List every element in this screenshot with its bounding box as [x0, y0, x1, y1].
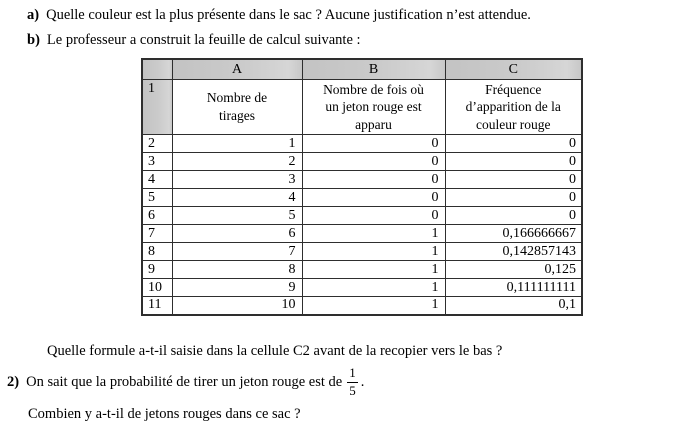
question-2-period: .: [360, 373, 365, 390]
cell-a: 9: [172, 279, 302, 297]
cell-c: 0: [445, 171, 582, 189]
cell-c: 0: [445, 153, 582, 171]
row-number: 4: [142, 171, 172, 189]
table-row-labels: [142, 80, 582, 135]
cell-b1-line2: un jeton rouge est: [325, 99, 422, 115]
question-a: [27, 7, 531, 24]
row-number: 3: [142, 153, 172, 171]
cell-b: 0: [302, 153, 445, 171]
table-row: [142, 297, 582, 315]
cell-b: 0: [302, 189, 445, 207]
column-header-b: B: [302, 59, 445, 80]
question-2-followup: Combien y a-t-il de jetons rouges dans ce sac ?: [28, 406, 301, 422]
table-row: [142, 225, 582, 243]
cell-b1-label: [302, 80, 445, 135]
row-number: 7: [142, 225, 172, 243]
table-row: [142, 171, 582, 189]
fraction-one-fifth: [347, 366, 358, 399]
cell-c: 0,166666667: [445, 225, 582, 243]
cell-c: 0,111111111: [445, 279, 582, 297]
cell-a: 1: [172, 135, 302, 153]
table-row: [142, 189, 582, 207]
question-a-text: Quelle couleur est la plus présente dans le sac ? Aucune justification n’est attendue.: [46, 7, 531, 23]
cell-c1-label: [445, 80, 582, 135]
cell-c: 0: [445, 207, 582, 225]
cell-a: 3: [172, 171, 302, 189]
cell-a1-line1: Nombre de: [206, 90, 268, 106]
question-a-label: a): [27, 7, 40, 23]
column-header-c: C: [445, 59, 582, 80]
cell-c: 0: [445, 135, 582, 153]
row-number: 9: [142, 261, 172, 279]
cell-a1-label: [172, 80, 302, 135]
cell-b: 1: [302, 243, 445, 261]
cell-b: 1: [302, 279, 445, 297]
cell-b1-line3: apparu: [355, 116, 392, 132]
cell-c: 0,125: [445, 261, 582, 279]
row-number: 11: [142, 297, 172, 315]
table-row: [142, 261, 582, 279]
cell-b: 0: [302, 207, 445, 225]
question-b-label: b): [27, 32, 40, 48]
table-row: [142, 243, 582, 261]
table-row: [142, 153, 582, 171]
cell-b: 0: [302, 135, 445, 153]
column-header-a: A: [172, 59, 302, 80]
table-row: [142, 207, 582, 225]
cell-c: 0,142857143: [445, 243, 582, 261]
cell-a: 7: [172, 243, 302, 261]
cell-c1-line1: Fréquence: [485, 81, 542, 97]
cell-a: 5: [172, 207, 302, 225]
table-row: [142, 279, 582, 297]
cell-a: 8: [172, 261, 302, 279]
corner-cell: [142, 59, 172, 80]
formula-question: Quelle formule a-t-il saisie dans la cellule C2 avant de la recopier vers le bas ?: [47, 343, 503, 359]
cell-b1-line1: Nombre de fois où: [323, 81, 424, 97]
row-number: 6: [142, 207, 172, 225]
cell-c1-line2: d’apparition de la: [465, 99, 561, 115]
cell-c1-line3: couleur rouge: [475, 116, 551, 132]
table-row: [142, 135, 582, 153]
cell-b: 0: [302, 171, 445, 189]
cell-b: 1: [302, 261, 445, 279]
cell-c: 0: [445, 189, 582, 207]
cell-a: 4: [172, 189, 302, 207]
row-number: 2: [142, 135, 172, 153]
fraction-numerator: 1: [347, 366, 358, 383]
row-number: 1: [142, 80, 172, 135]
column-header-row: [142, 59, 582, 80]
cell-a1-line2: tirages: [219, 108, 255, 123]
row-number: 8: [142, 243, 172, 261]
question-b-text: Le professeur a construit la feuille de calcul suivante :: [46, 32, 361, 48]
question-2-text: On sait que la probabilité de tirer un jeton rouge est de: [26, 373, 343, 390]
cell-a: 10: [172, 297, 302, 315]
cell-c: 0,1: [445, 297, 582, 315]
cell-b: 1: [302, 225, 445, 243]
question-2-label: 2): [7, 373, 20, 390]
row-number: 10: [142, 279, 172, 297]
cell-b: 1: [302, 297, 445, 315]
question-2: [7, 363, 364, 401]
cell-a: 6: [172, 225, 302, 243]
row-number: 5: [142, 189, 172, 207]
fraction-denominator: 5: [349, 382, 356, 398]
cell-a: 2: [172, 153, 302, 171]
question-b: [27, 32, 361, 49]
spreadsheet-table: [141, 58, 583, 316]
